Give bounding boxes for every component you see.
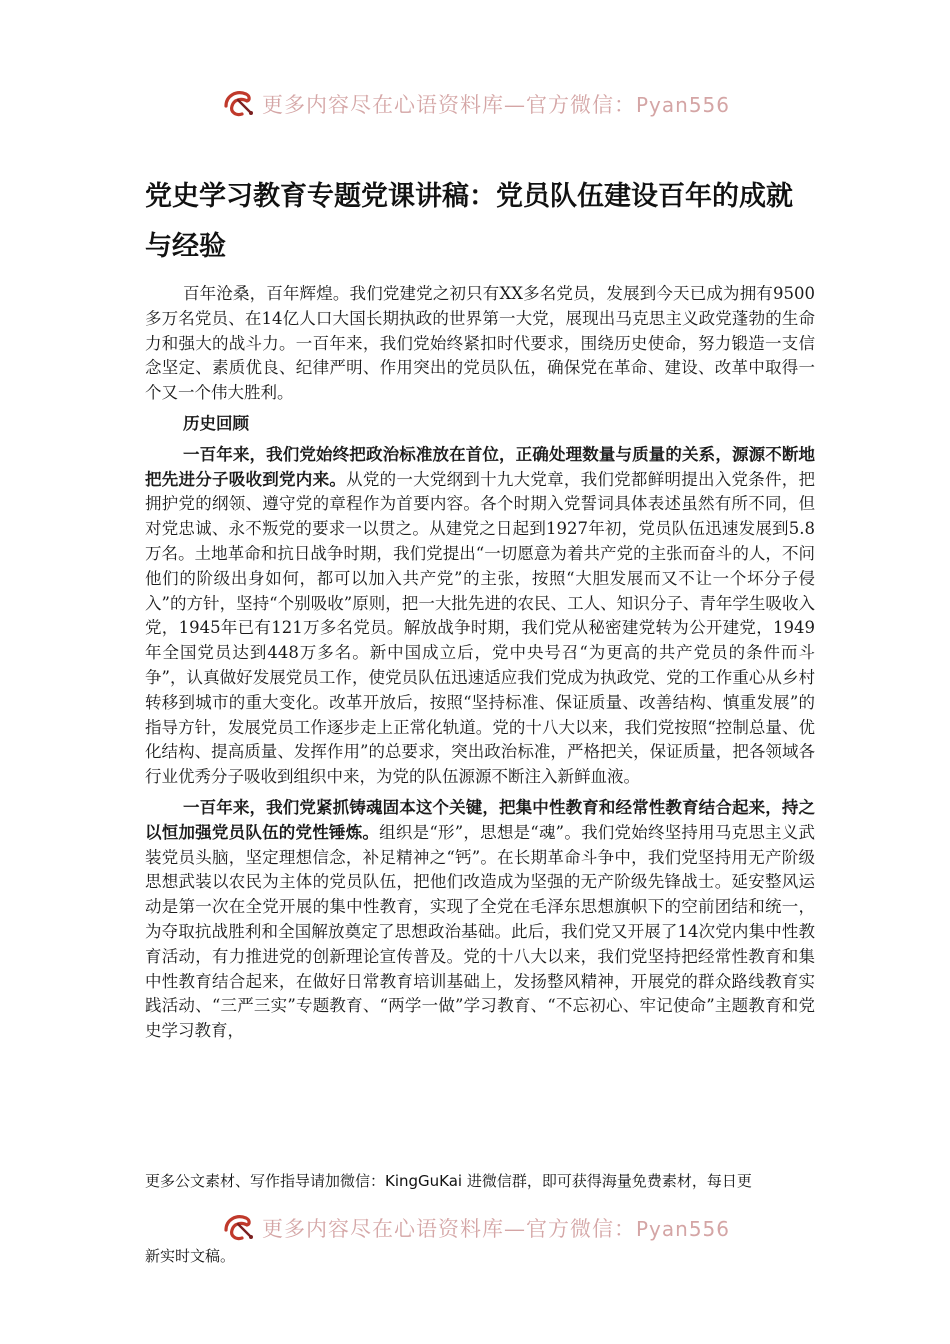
promo-note: 更多公文素材、写作指导请加微信：KingGuKai 进微信群，即可获得海量免费素材，每日更 [145,1172,752,1190]
banner-text: 更多内容尽在心语资料库—官方微信：Pyan556 [261,93,730,117]
header-banner [0,84,950,124]
document-title: 党史学习教育专题党课讲稿：党员队伍建设百年的成就与经验 [145,181,793,262]
paragraph-lead-bold: 一百年来，我们党始终把政治标准放在首位，正确处理数量与质量的关系，源源不断地把先进分子吸收到党内来。 [145,444,815,489]
banner-wechat: Pyan556 [635,1217,730,1241]
footer-banner [0,1208,950,1248]
banner-text: 更多内容尽在心语资料库—官方微信：Pyan556 [261,1217,730,1241]
paragraph-lead-bold: 一百年来，我们党紧抓铸魂固本这个关键，把集中性教育和经常性教育结合起来，持之以恒加强党员队伍的党性锤炼。 [145,797,815,842]
brush-logo-icon [220,1210,256,1246]
brush-logo-icon [220,86,256,122]
banner-wechat: Pyan556 [635,93,730,117]
section-heading: 历史回顾 [182,413,249,433]
paragraph-text: 从党的一大党纲到十九大党章，我们党都鲜明提出入党条件，把拥护党的纲领、遵守党的章程作为首要内容。各个时期入党誓词具体表述虽然有所不同，但对党忠诚、永不叛党的要求一以贯之。从建党之日起到1927年初，党员队伍迅速发展到5.8万名。土地革命和抗日战争时期，我们党提出“一切愿意为着共产党的主张而奋斗的人，不问他们的阶级出身如何，都可以加入共产党”的主张，按照“大胆发展而又不让一个坏分子侵入”的方针，坚持“个别吸收”原则，把一大批先进的农民、工人、知识分子、青年学生吸收入党，1945年已有121万多名党员。解放战争时期，我们党从秘密建党转为公开建党，1949年全国党员达到448万多名。新中国成立后，党中央号召“为更高的共产党员的条件而斗争”，认真做好发展党员工作，使党员队伍迅速适应我们党成为执政党、党的工作重心从乡村转移到城市的重大变化。改革开放后，按照“坚持标准、保证质量、改善结构、慎重发展”的指导方针，发展党员工作逐步走上正常化轨道。党的十八大以来，我们党按照“控制总量、优化结构、提高质量、发挥作用”的总要求，突出政治标准，严格把关，保证质量，把各领域各行业优秀分子吸收到组织中来，为党的队伍源源不断注入新鲜血液。 [145,469,816,787]
paragraph-membership [145,443,815,790]
paragraph-education [145,796,815,1044]
paragraph-text: 组织是“形”，思想是“魂”。我们党始终坚持用马克思主义武装党员头脑，坚定理想信念，补足精神之“钙”。在长期革命斗争中，我们党坚持用无产阶级思想武装以农民为主体的党员队伍，把他们改造成为坚强的无产阶级先锋战士。延安整风运动是第一次在全党开展的集中性教育，实现了全党在毛泽东思想旗帜下的空前团结和统一，为夺取抗战胜利和全国解放奠定了思想政治基础。此后，我们党又开展了14次党内集中性教育活动，有力推进党的创新理论宣传普及。党的十八大以来，我们党坚持把经常性教育和集中性教育结合起来，在做好日常教育培训基础上，发扬整风精神，开展党的群众路线教育实践活动、“三严三实”专题教育、“两学一做”学习教育、“不忘初心、牢记使命”主题教育和党史学习教育， [145,822,816,1041]
document-body [145,282,815,1050]
promo-note-continued: 新实时文稿。 [145,1247,236,1265]
paragraph-intro: 百年沧桑，百年辉煌。我们党建党之初只有XX多名党员，发展到今天已成为拥有9500多万名党员、在14亿人口大国长期执政的世界第一大党，展现出马克思主义政党蓬勃的生命力和强大的战斗力。一百年来，我们党始终紧扣时代要求，围绕历史使命，努力锻造一支信念坚定、素质优良、纪律严明、作用突出的党员队伍，确保党在革命、建设、改革中取得一个又一个伟大胜利。 [145,284,815,403]
